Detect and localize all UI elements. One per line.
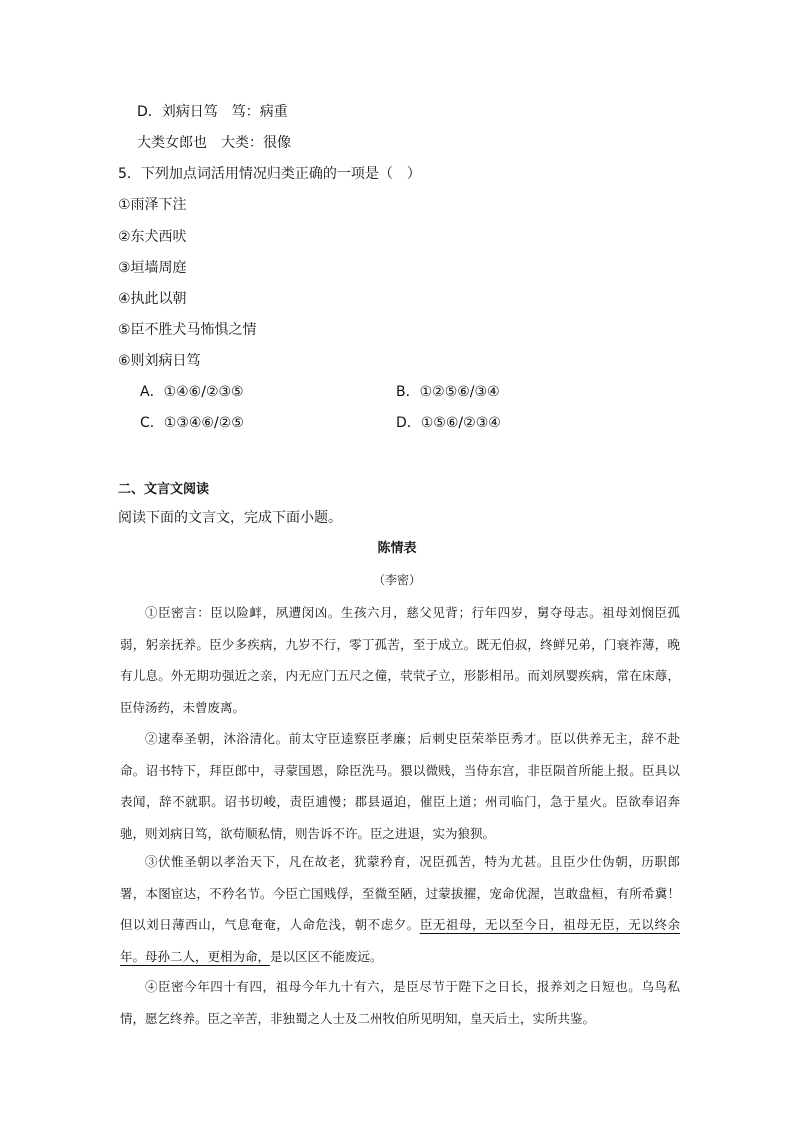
question-5-item: ⑤臣不胜犬马怖惧之情 xyxy=(118,322,257,338)
choice-d[interactable]: D．①⑤⑥/②③④ xyxy=(396,415,501,431)
choice-b[interactable]: B．①②⑤⑥/③④ xyxy=(396,384,500,400)
passage-title: 陈情表 xyxy=(377,541,417,556)
passage-paragraph-4: ④臣密今年四十有四，祖母今年九十有六，是臣尽节于陛下之日长，报养刘之日短也。乌鸟私情，愿乞终养。臣之辛苦，非独蜀之人士及二州牧伯所见明知，皇天后土，实所共鉴。 xyxy=(120,979,680,1026)
choice-c[interactable]: C．①③④⑥/②⑤ xyxy=(140,415,244,431)
section-heading: 二、文言文阅读 xyxy=(118,482,210,497)
passage-author: （李密） xyxy=(372,573,421,587)
passage-paragraph-1: ①臣密言：臣以险衅，夙遭闵凶。生孩六月，慈父见背；行年四岁，舅夺母志。祖母刘悯臣孤弱，躬亲抚养。臣少多疾病，九岁不行，零丁孤苦，至于成立。既无伯叔，终鲜兄弟，门衰祚薄，晚有儿息。外无期功强近之亲，内无应门五尺之僮，茕茕孑立，形影相吊。而刘夙婴疾病，常在床蓐，臣侍汤药，未曾废离。 xyxy=(120,605,680,715)
paragraph-3-ending: 是以区区不能废远。 xyxy=(270,948,383,964)
question-5-item: ②东犬西吠 xyxy=(118,229,187,245)
question-5-item: ④执此以朝 xyxy=(118,291,187,307)
q4-option-d-line1: D．刘病日笃 笃：病重 xyxy=(137,104,288,120)
question-5-item: ③垣墙周庭 xyxy=(118,260,187,276)
question-5-item: ⑥则刘病日笃 xyxy=(118,353,201,369)
passage-paragraph-2: ②逮奉圣朝，沐浴清化。前太守臣逵察臣孝廉；后刺史臣荣举臣秀才。臣以供养无主，辞不赴命。诏书特下，拜臣郎中，寻蒙国恩，除臣洗马。猥以微贱，当侍东宫，非臣陨首所能上报。臣具以表闻，辞不就职。诏书切峻，责臣逋慢；郡县逼迫，催臣上道；州司临门，急于星火。臣欲奉诏奔驰，则刘病日笃，欲苟顺私情，则告诉不许。臣之进退，实为狼狈。 xyxy=(120,731,680,841)
section-instruction: 阅读下面的文言文，完成下面小题。 xyxy=(118,510,342,526)
question-5-stem: 5．下列加点词活用情况归类正确的一项是（ ） xyxy=(118,166,421,182)
choice-a[interactable]: A．①④⑥/②③⑤ xyxy=(140,384,244,400)
question-5-item: ①雨泽下注 xyxy=(118,197,187,213)
q4-option-d-line2: 大类女郎也 大类：很像 xyxy=(137,135,291,151)
paragraph-3-text: ③伏惟圣朝以孝治天下，凡在故老，犹蒙矜育，况臣孤苦，特为尤甚。且臣少仕伪朝，历职郎署，本图宦达，不矜名节。今臣亡国贱俘，至微至陋，过蒙拔擢，宠命优渥，岂敢盘桓，有所希冀！但以刘日薄西山，气息奄奄，人命危浅，朝不虑夕。 xyxy=(120,854,680,933)
underlined-sentence: 臣无祖母，无以至今日，祖母无臣，无以终余年。母孙二人，更相为命， xyxy=(120,917,680,964)
passage-paragraph-3 xyxy=(120,846,680,972)
